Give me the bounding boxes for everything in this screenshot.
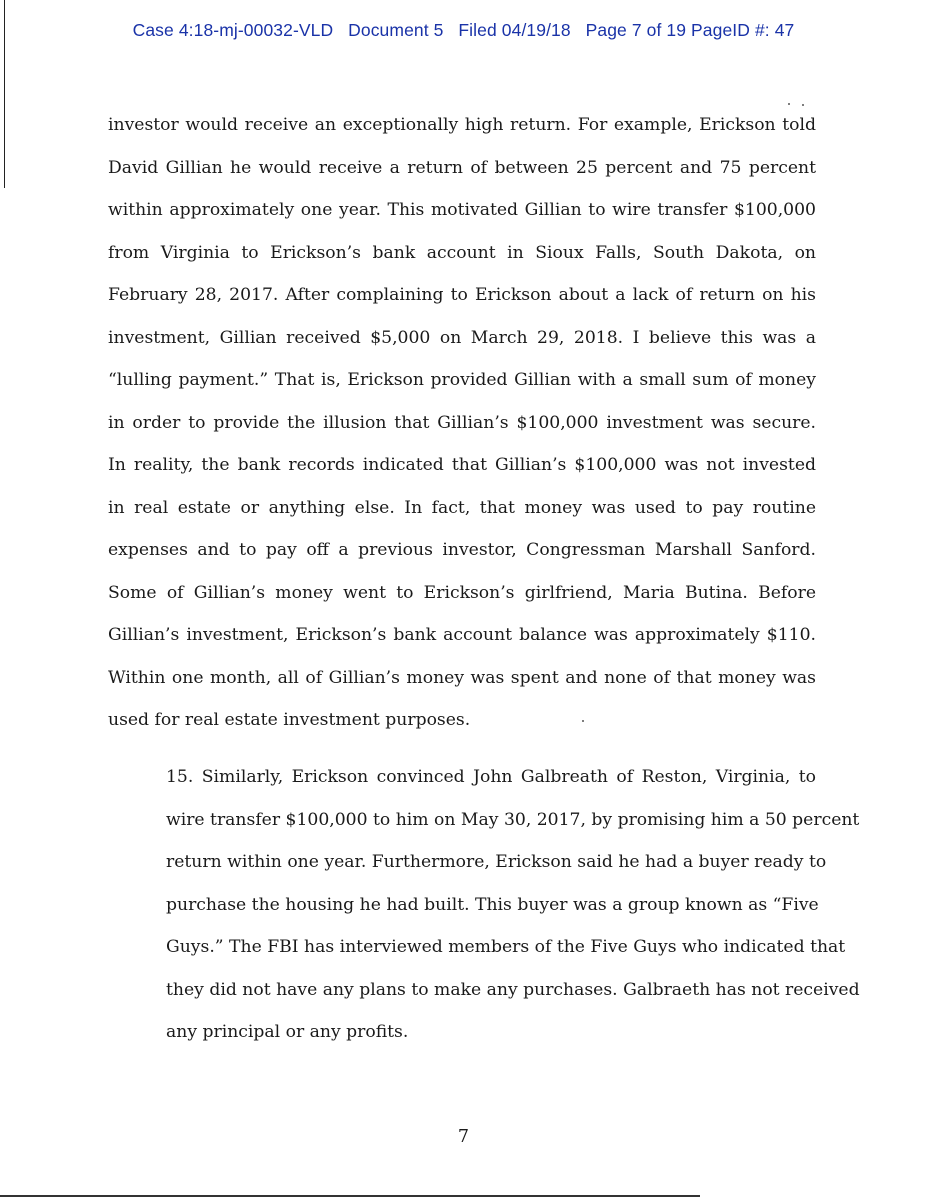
text-line: Some of Gillian’s money went to Erickson’s girlfriend, Maria Butina. Before [108,582,816,603]
text-line: “lulling payment.” That is, Erickson provided Gillian with a small sum of money [108,370,816,390]
text-line: in real estate or anything else. In fact, that money was used to pay routine [108,497,816,518]
text-line: in order to provide the illusion that Gillian’s $100,000 investment was secure. [108,412,816,433]
header-filed-date: Filed 04/19/18 [458,20,571,40]
scan-bottom-edge [0,1195,700,1197]
text-line: David Gillian he would receive a return of between 25 percent and 75 percent [108,157,816,178]
text-line: any principal or any profits. [166,1022,409,1042]
header-document: Document 5 [348,20,444,40]
text-line: expenses and to pay off a previous investor, Congressman Marshall Sanford. [108,540,816,560]
case-header [0,20,927,41]
text-line: used for real estate investment purposes. [108,710,471,730]
header-page: Page 7 of 19 [585,20,687,40]
text-line: they did not have any plans to make any purchases. Galbraeth has not received [166,979,860,1000]
text-line: investment, Gillian received $5,000 on March 29, 2018. I believe this was a [108,327,816,348]
text-line: from Virginia to Erickson’s bank account in Sioux Falls, South Dakota, on [108,242,816,263]
paragraph-continued [108,104,816,742]
text-line: investor would receive an exceptionally high return. For example, Erickson told [108,115,816,135]
text-line: within approximately one year. This motivated Gillian to wire transfer $100,000 [108,200,816,220]
scan-speck [582,720,584,722]
text-line: 15. Similarly, Erickson convinced John Galbreath of Reston, Virginia, to [166,767,816,787]
header-case-number: Case 4:18-mj-00032-VLD [132,20,334,40]
text-line: wire transfer $100,000 to him on May 30, 2017, by promising him a 50 percent [166,809,860,830]
text-line: In reality, the bank records indicated that Gillian’s $100,000 was not invested [108,455,816,475]
header-pageid: PageID #: 47 [691,20,795,40]
text-line: return within one year. Furthermore, Erickson said he had a buyer ready to [166,852,827,872]
text-line: Gillian’s investment, Erickson’s bank account balance was approximately $110. [108,625,816,645]
page-number: 7 [457,1127,470,1147]
text-line: purchase the housing he had built. This buyer was a group known as “Five [166,894,819,915]
paragraph-15 [108,756,860,1054]
text-line: Guys.” The FBI has interviewed members of the Five Guys who indicated that [166,937,846,957]
text-line: February 28, 2017. After complaining to Erickson about a lack of return on his [108,285,816,305]
text-line: Within one month, all of Gillian’s money was spent and none of that money was [108,667,816,688]
